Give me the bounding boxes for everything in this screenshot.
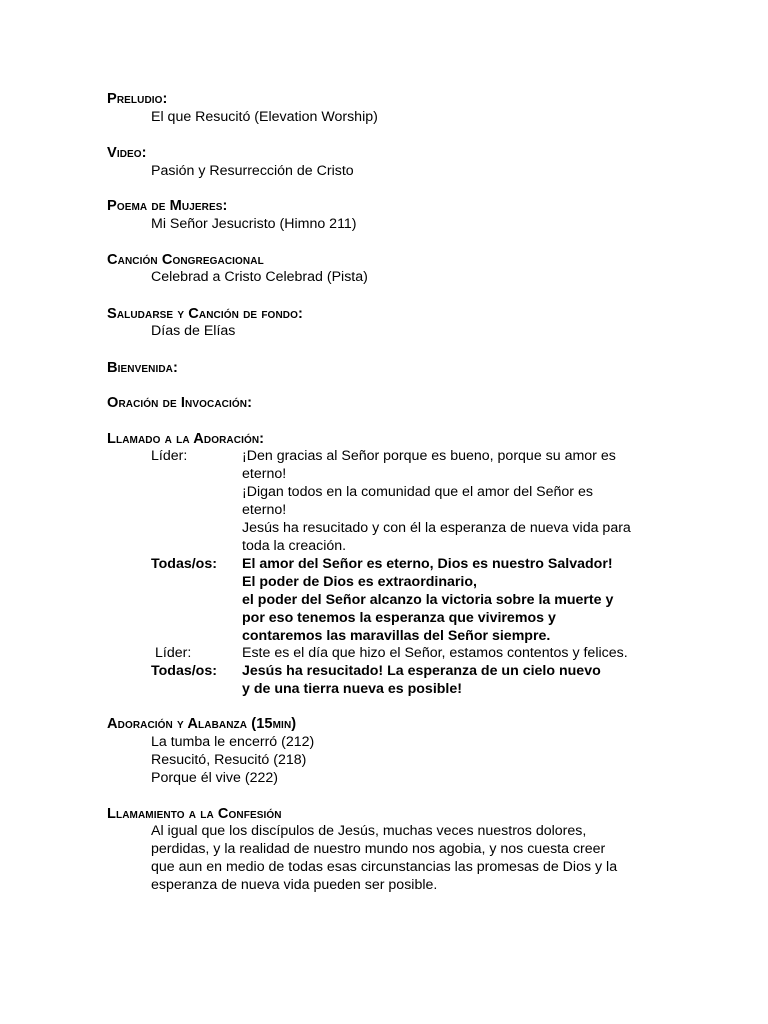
lider-line: Jesús ha resucitado y con él la esperanza de nueva vida para <box>242 519 631 536</box>
todas-label-1: Todas/os: <box>151 556 217 572</box>
lider-label-1: Líder: <box>151 448 188 464</box>
lider-response-2 <box>242 645 672 663</box>
todas-line: por eso tenemos la esperanza que viviremos y <box>242 609 556 626</box>
todas-line: El amor del Señor es eterno, Dios es nuestro Salvador! <box>242 556 613 572</box>
heading-bienvenida: Bienvenida: <box>107 360 178 376</box>
heading-poema: Poema de Mujeres: <box>107 198 228 214</box>
poema-item: Mi Señor Jesucristo (Himno 211) <box>151 216 357 232</box>
lider-line: eterno! <box>242 465 287 482</box>
video-item: Pasión y Resurrección de Cristo <box>151 163 354 179</box>
cancion-item: Celebrad a Cristo Celebrad (Pista) <box>151 269 368 285</box>
confesion-line: Al igual que los discípulos de Jesús, muchas veces nuestros dolores, <box>151 823 587 839</box>
lider-line: eterno! <box>242 501 287 518</box>
confesion-line: que aun en medio de todas esas circunstancias las promesas de Dios y la <box>151 858 618 875</box>
todas-response-2 <box>242 663 672 699</box>
todas-response-1 <box>242 556 672 646</box>
lider-line: ¡Digan todos en la comunidad que el amor del Señor es <box>242 483 593 500</box>
confesion-line: esperanza de nueva vida pueden ser posible. <box>151 876 438 893</box>
heading-llamado: Llamado a la Adoración: <box>107 431 265 447</box>
todas-line: contaremos las maravillas del Señor siempre. <box>242 627 551 644</box>
heading-adoracion: Adoración y Alabanza (15min) <box>107 716 297 732</box>
heading-preludio: Preludio: <box>107 91 168 107</box>
heading-oracion: Oración de Invocación: <box>107 395 253 411</box>
hymn-item: La tumba le encerró (212) <box>151 734 315 750</box>
heading-cancion: Canción Congregacional <box>107 252 264 268</box>
saludarse-item: Días de Elías <box>151 323 236 339</box>
todas-label-2: Todas/os: <box>151 663 217 679</box>
todas-line: el poder del Señor alcanzo la victoria sobre la muerte y <box>242 591 614 608</box>
hymn-item: Resucitó, Resucitó (218) <box>151 751 307 768</box>
lider-line: Este es el día que hizo el Señor, estamos contentos y felices. <box>242 645 628 661</box>
hymn-item: Porque él vive (222) <box>151 769 278 786</box>
confesion-line: perdidas, y la realidad de nuestro mundo nos agobia, y nos cuesta creer <box>151 840 606 857</box>
lider-line: ¡Den gracias al Señor porque es bueno, porque su amor es <box>242 448 616 464</box>
confesion-paragraph <box>151 823 671 895</box>
preludio-item: El que Resucitó (Elevation Worship) <box>151 109 378 125</box>
lider-label-2: Líder: <box>155 645 192 661</box>
heading-saludarse: Saludarse y Canción de fondo: <box>107 306 303 322</box>
lider-response-1 <box>242 448 672 555</box>
heading-video: Video: <box>107 145 147 161</box>
lider-line: toda la creación. <box>242 537 347 554</box>
todas-line: y de una tierra nueva es posible! <box>242 680 462 697</box>
heading-confesion: Llamamiento a la Confesión <box>107 806 282 822</box>
todas-line: El poder de Dios es extraordinario, <box>242 573 477 590</box>
todas-line: Jesús ha resucitado! La esperanza de un cielo nuevo <box>242 663 601 679</box>
adoracion-list <box>151 734 671 788</box>
